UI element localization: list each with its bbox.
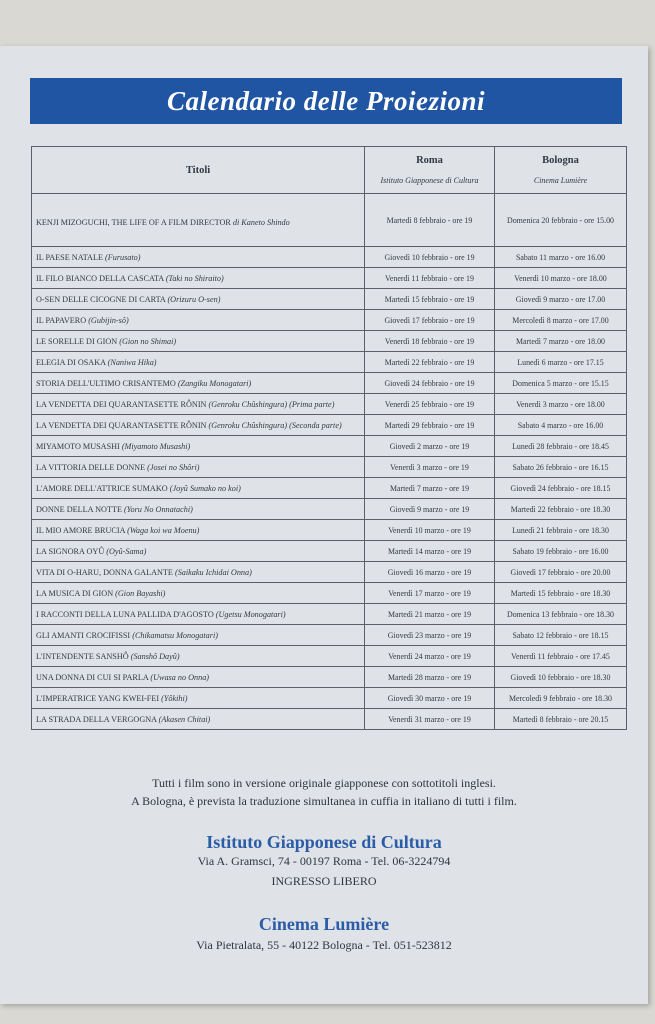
film-original-title: (Yôkihi) [161, 693, 188, 703]
schedule-table [31, 146, 627, 730]
film-title: LA MUSICA DI GION [36, 588, 114, 598]
roma-date-cell: Venerdì 11 febbraio - ore 19 [365, 268, 495, 289]
bologna-date-cell: Sabato 19 febbraio - ore 16.00 [495, 541, 627, 562]
film-original-title: (Sanshô Dayû) [130, 651, 180, 661]
page-title: Calendario delle Proiezioni [30, 78, 622, 124]
film-original-title: (Furusato) [105, 252, 141, 262]
bologna-date-cell: Lunedì 6 marzo - ore 17.15 [495, 352, 627, 373]
film-original-title: (Naniwa Hika) [107, 357, 157, 367]
roma-date-cell: Giovedì 9 marzo - ore 19 [365, 499, 495, 520]
bologna-date-cell: Giovedì 10 febbraio - ore 18.30 [495, 667, 627, 688]
film-title-cell [32, 478, 365, 499]
film-title-cell [32, 289, 365, 310]
roma-date-cell: Giovedì 30 marzo - ore 19 [365, 688, 495, 709]
film-title-cell [32, 331, 365, 352]
table-row [32, 415, 627, 436]
film-title: VITA DI O-HARU, DONNA GALANTE [36, 567, 173, 577]
table-row [32, 289, 627, 310]
org2-address: Via Pietralata, 55 - 40122 Bologna - Tel. 051-523812 [196, 938, 452, 952]
film-original-title: (Josei no Shôri) [147, 462, 200, 472]
roma-date-cell: Giovedì 16 marzo - ore 19 [365, 562, 495, 583]
header-roma-venue: Istituto Giapponese di Cultura [380, 176, 479, 185]
table-row [32, 457, 627, 478]
film-original-title: (Miyamoto Musashi) [121, 441, 191, 451]
table-row [32, 247, 627, 268]
table-row [32, 268, 627, 289]
roma-date-cell: Venerdì 10 marzo - ore 19 [365, 520, 495, 541]
film-title-cell [32, 394, 365, 415]
roma-date-cell: Venerdì 18 febbraio - ore 19 [365, 331, 495, 352]
bologna-date-cell: Venerdì 3 marzo - ore 18.00 [495, 394, 627, 415]
table-row [32, 562, 627, 583]
roma-date-cell: Venerdì 24 marzo - ore 19 [365, 646, 495, 667]
roma-date-cell: Venerdì 25 febbraio - ore 19 [365, 394, 495, 415]
table-row [32, 478, 627, 499]
org2-name: Cinema Lumière [258, 914, 390, 934]
film-title-cell [32, 352, 365, 373]
film-title-cell [32, 194, 365, 247]
table-row [32, 520, 627, 541]
film-title-cell [32, 520, 365, 541]
roma-date-cell: Venerdì 31 marzo - ore 19 [365, 709, 495, 730]
film-original-title: (Genroku Chûshingura) (Seconda parte) [208, 420, 342, 430]
film-title: LA VENDETTA DEI QUARANTASETTE RÔNIN [36, 420, 207, 430]
header-bologna [495, 147, 627, 194]
film-original-title: (Gion Bayashi) [115, 588, 166, 598]
roma-date-cell: Martedì 22 febbraio - ore 19 [365, 352, 495, 373]
film-title: GLI AMANTI CROCIFISSI [36, 630, 131, 640]
roma-date-cell: Martedì 7 marzo - ore 19 [365, 478, 495, 499]
table-row [32, 394, 627, 415]
bologna-date-cell: Mercoledì 9 febbraio - ore 18.30 [495, 688, 627, 709]
film-original-title: (Genroku Chûshingura) (Prima parte) [208, 399, 335, 409]
film-title: DONNE DELLA NOTTE [36, 504, 122, 514]
org1-entry: INGRESSO LIBERO [271, 874, 377, 888]
film-title: LA VITTORIA DELLE DONNE [36, 462, 146, 472]
note-line-2: A Bologna, è prevista la traduzione simultanea in cuffia in italiano di tutti i film. [131, 794, 517, 808]
bologna-date-cell: Martedì 7 marzo - ore 18.00 [495, 331, 627, 352]
table-row [32, 194, 627, 247]
bologna-date-cell: Martedì 8 febbraio - ore 20.15 [495, 709, 627, 730]
roma-date-cell: Martedì 29 febbraio - ore 19 [365, 415, 495, 436]
bologna-date-cell: Sabato 26 febbraio - ore 16.15 [495, 457, 627, 478]
film-title: IL PAPAVERO [36, 315, 87, 325]
header-bologna-label: Bologna [542, 155, 579, 166]
roma-date-cell: Giovedì 17 febbraio - ore 19 [365, 310, 495, 331]
film-title-cell [32, 667, 365, 688]
notes [0, 774, 648, 810]
film-title: IL PAESE NATALE [36, 252, 103, 262]
film-title: LA STRADA DELLA VERGOGNA [36, 714, 157, 724]
film-title-cell [32, 373, 365, 394]
film-title: ELEGIA DI OSAKA [36, 357, 106, 367]
film-original-title: (Joyû Sumako no koi) [169, 483, 241, 493]
org1-name: Istituto Giapponese di Cultura [206, 832, 442, 852]
roma-date-cell: Giovedì 24 febbraio - ore 19 [365, 373, 495, 394]
film-title-cell [32, 541, 365, 562]
film-title: L'AMORE DELL'ATTRICE SUMAKO [36, 483, 168, 493]
film-title-cell [32, 646, 365, 667]
film-title: UNA DONNA DI CUI SI PARLA [36, 672, 149, 682]
note-line-1: Tutti i film sono in versione originale giapponese con sottotitoli inglesi. [152, 776, 496, 790]
table-row [32, 331, 627, 352]
film-original-title: (Taki no Shiraito) [165, 273, 224, 283]
roma-date-cell: Martedì 8 febbraio - ore 19 [365, 194, 495, 247]
film-title-cell [32, 583, 365, 604]
bologna-date-cell: Martedì 15 febbraio - ore 18.30 [495, 583, 627, 604]
film-title-cell [32, 625, 365, 646]
bologna-date-cell: Domenica 13 febbraio - ore 18.30 [495, 604, 627, 625]
roma-date-cell: Venerdì 17 marzo - ore 19 [365, 583, 495, 604]
table-row [32, 436, 627, 457]
film-original-title: (Akasen Chitai) [158, 714, 211, 724]
table-row [32, 625, 627, 646]
bologna-date-cell: Giovedì 9 marzo - ore 17.00 [495, 289, 627, 310]
film-title-cell [32, 562, 365, 583]
film-title-cell [32, 415, 365, 436]
table-row [32, 310, 627, 331]
roma-date-cell: Martedì 21 marzo - ore 19 [365, 604, 495, 625]
bologna-date-cell: Venerdì 11 febbraio - ore 17.45 [495, 646, 627, 667]
film-original-title: (Saikaku Ichidai Onna) [174, 567, 252, 577]
table-row [32, 541, 627, 562]
film-title-cell [32, 499, 365, 520]
table-row [32, 688, 627, 709]
bologna-date-cell: Giovedì 24 febbraio - ore 18.15 [495, 478, 627, 499]
film-original-title: (Yoru No Onnatachi) [124, 504, 193, 514]
film-title: I RACCONTI DELLA LUNA PALLIDA D'AGOSTO [36, 609, 214, 619]
roma-date-cell: Giovedì 10 febbraio - ore 19 [365, 247, 495, 268]
film-title-cell [32, 604, 365, 625]
table-row [32, 667, 627, 688]
roma-date-cell: Giovedì 2 marzo - ore 19 [365, 436, 495, 457]
film-original-title: (Orizuru O-sen) [167, 294, 221, 304]
film-original-title: (Zangiku Monogatari) [177, 378, 252, 388]
film-title-cell [32, 310, 365, 331]
film-title-cell [32, 709, 365, 730]
film-title: LA VENDETTA DEI QUARANTASETTE RÔNIN [36, 399, 207, 409]
film-original-title: (Oyû-Sama) [106, 546, 147, 556]
film-title: IL MIO AMORE BRUCIA [36, 525, 126, 535]
header-bologna-venue: Cinema Lumière [533, 176, 588, 185]
table-row [32, 583, 627, 604]
film-title-cell [32, 436, 365, 457]
roma-date-cell: Giovedì 23 marzo - ore 19 [365, 625, 495, 646]
table-row [32, 604, 627, 625]
bologna-date-cell: Giovedì 17 febbraio - ore 20.00 [495, 562, 627, 583]
bologna-date-cell: Sabato 12 febbraio - ore 18.15 [495, 625, 627, 646]
film-title: KENJI MIZOGUCHI, THE LIFE OF A FILM DIRECTOR [36, 217, 231, 227]
org1-address: Via A. Gramsci, 74 - 00197 Roma - Tel. 06-3224794 [197, 854, 451, 868]
brochure-page [0, 46, 648, 1004]
bologna-date-cell: Venerdì 10 marzo - ore 18.00 [495, 268, 627, 289]
table-header-row [32, 147, 627, 194]
film-title-cell [32, 247, 365, 268]
film-title-cell [32, 457, 365, 478]
film-title: LA SIGNORA OYÛ [36, 546, 105, 556]
header-roma-label: Roma [416, 155, 443, 166]
table-row [32, 499, 627, 520]
roma-date-cell: Martedì 14 marzo - ore 19 [365, 541, 495, 562]
film-title: LE SORELLE DI GION [36, 336, 118, 346]
film-title: MIYAMOTO MUSASHI [36, 441, 120, 451]
film-title-cell [32, 688, 365, 709]
roma-date-cell: Martedì 28 marzo - ore 19 [365, 667, 495, 688]
film-original-title: (Ugetsu Monogatari) [215, 609, 286, 619]
bologna-date-cell: Sabato 11 marzo - ore 16.00 [495, 247, 627, 268]
header-roma [365, 147, 495, 194]
film-original-title: (Gubijin-sô) [88, 315, 129, 325]
bologna-date-cell: Lunedì 28 febbraio - ore 18.45 [495, 436, 627, 457]
table-row [32, 352, 627, 373]
roma-date-cell: Venerdì 3 marzo - ore 19 [365, 457, 495, 478]
bologna-date-cell: Mercoledì 8 marzo - ore 17.00 [495, 310, 627, 331]
bologna-date-cell: Sabato 4 marzo - ore 16.00 [495, 415, 627, 436]
film-title: L'INTENDENTE SANSHÔ [36, 651, 129, 661]
film-original-title: (Chikamatsu Monogatari) [132, 630, 218, 640]
film-title-cell [32, 268, 365, 289]
table-row [32, 646, 627, 667]
film-original-title: di Kaneto Shindo [232, 217, 290, 227]
table-body [32, 194, 627, 730]
table-row [32, 709, 627, 730]
film-original-title: (Uwasa no Onna) [150, 672, 210, 682]
film-title: IL FILO BIANCO DELLA CASCATA [36, 273, 164, 283]
film-original-title: (Gion no Shimai) [119, 336, 177, 346]
bologna-date-cell: Domenica 20 febbraio - ore 15.00 [495, 194, 627, 247]
header-titoli: Titoli [32, 147, 365, 194]
bologna-date-cell: Martedì 22 febbraio - ore 18.30 [495, 499, 627, 520]
table-row [32, 373, 627, 394]
film-title: STORIA DELL'ULTIMO CRISANTEMO [36, 378, 176, 388]
film-title: L'IMPERATRICE YANG KWEI-FEI [36, 693, 160, 703]
film-title: O-SEN DELLE CICOGNE DI CARTA [36, 294, 166, 304]
film-original-title: (Waga koi wa Moenu) [127, 525, 200, 535]
bologna-date-cell: Lunedì 21 febbraio - ore 18.30 [495, 520, 627, 541]
roma-date-cell: Martedì 15 febbraio - ore 19 [365, 289, 495, 310]
bologna-date-cell: Domenica 5 marzo - ore 15.15 [495, 373, 627, 394]
